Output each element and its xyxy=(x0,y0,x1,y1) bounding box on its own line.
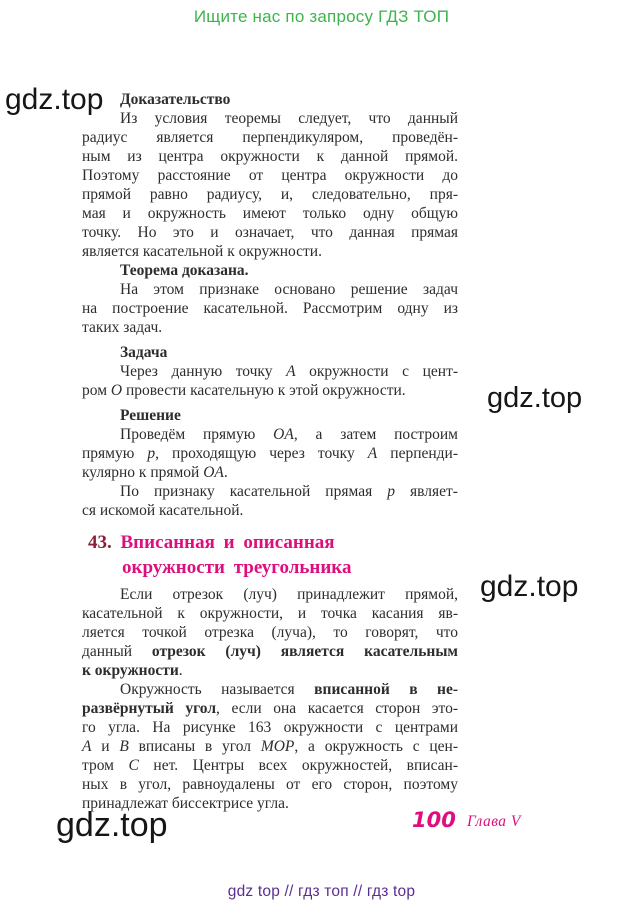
text-line: к окружности. xyxy=(82,662,183,679)
section-heading xyxy=(82,530,458,580)
text-block xyxy=(82,109,458,261)
text-line: таких задач. xyxy=(82,319,163,336)
promo-banner-text: Ищите нас по запросу ГДЗ ТОП xyxy=(193,7,450,26)
text-line: ся искомой касательной. xyxy=(82,502,244,519)
text-line: ляется точкой отрезка (луча), то говорят, что xyxy=(82,624,458,641)
text-line: касательной к окружности, и точка касания яв- xyxy=(82,605,458,622)
textbook-page-text xyxy=(82,90,458,813)
chapter-label: Глава V xyxy=(467,813,521,830)
text-line: Задача xyxy=(120,344,168,361)
text-line: Доказательство xyxy=(120,91,231,108)
text-line: По признаку касательной прямая p являет- xyxy=(120,483,458,500)
text-line: принадлежат биссектрисе угла. xyxy=(82,795,289,812)
text-line: A и B вписаны в угол MOP, а окружность с цен- xyxy=(82,738,459,755)
text-line: тром C нет. Центры всех окружностей, вписан- xyxy=(82,757,458,774)
watermark-gdz-lower-right: gdz.top xyxy=(480,570,579,603)
text-block xyxy=(82,280,458,337)
text-block xyxy=(82,482,458,520)
text-line: окружности треугольника xyxy=(122,557,352,578)
text-block xyxy=(82,406,458,425)
text-block xyxy=(82,680,458,813)
text-block xyxy=(82,261,458,280)
text-line: Окружность называется вписанной в не- xyxy=(120,681,458,698)
text-line: Решение xyxy=(120,407,181,424)
text-block xyxy=(82,425,458,482)
footer-site-links: gdz top // гдз топ // гдз top xyxy=(227,883,416,900)
text-line: кулярно к прямой OA. xyxy=(82,464,228,481)
text-block xyxy=(82,343,458,362)
text-block xyxy=(82,362,458,400)
text-line: 43. Вписанная и описанная xyxy=(88,532,335,553)
text-line: точку. Но это и означает, что данная прямая xyxy=(82,224,458,241)
text-line: На этом признаке основано решение задач xyxy=(120,281,458,298)
text-block xyxy=(82,90,458,109)
text-line: данный отрезок (луч) является касательным xyxy=(82,643,458,660)
text-line: Проведём прямую OA, а затем построим xyxy=(120,426,458,443)
watermark-gdz-bottom-left: gdz.top xyxy=(56,806,168,844)
text-line: на построение касательной. Рассмотрим одну из xyxy=(82,300,458,317)
text-line: развёрнутый угол, если она касается сторон это- xyxy=(82,700,458,717)
text-line: прямую p, проходящую через точку A перпенди- xyxy=(82,445,459,462)
text-line: го угла. На рисунке 163 окружности с центрами xyxy=(82,719,458,736)
text-line: прямой равно радиусу, и, следовательно, пря- xyxy=(82,186,458,203)
text-line: ных в угол, равноудалены от его сторон, поэтому xyxy=(82,776,458,793)
text-line: мая и окружность имеют только одну общую xyxy=(82,205,458,222)
text-line: Из условия теоремы следует, что данный xyxy=(120,110,458,127)
text-line: ром O провести касательную к этой окружности. xyxy=(82,382,406,399)
text-line: ным из центра окружности к данной прямой. xyxy=(82,148,458,165)
text-line: является касательной к окружности. xyxy=(82,243,322,260)
text-line: Поэтому расстояние от центра окружности до xyxy=(82,167,458,184)
text-line: Теорема доказана. xyxy=(120,262,249,279)
watermark-gdz-top-left: gdz.top xyxy=(5,83,104,116)
text-line: Если отрезок (луч) принадлежит прямой, xyxy=(120,586,458,603)
page-number: 100 xyxy=(412,808,456,832)
text-line: радиус является перпендикуляром, проведён- xyxy=(82,129,458,146)
text-line: Через данную точку A окружности с цент- xyxy=(120,363,459,380)
text-block xyxy=(82,585,458,680)
watermark-gdz-mid-right: gdz.top xyxy=(487,382,583,414)
